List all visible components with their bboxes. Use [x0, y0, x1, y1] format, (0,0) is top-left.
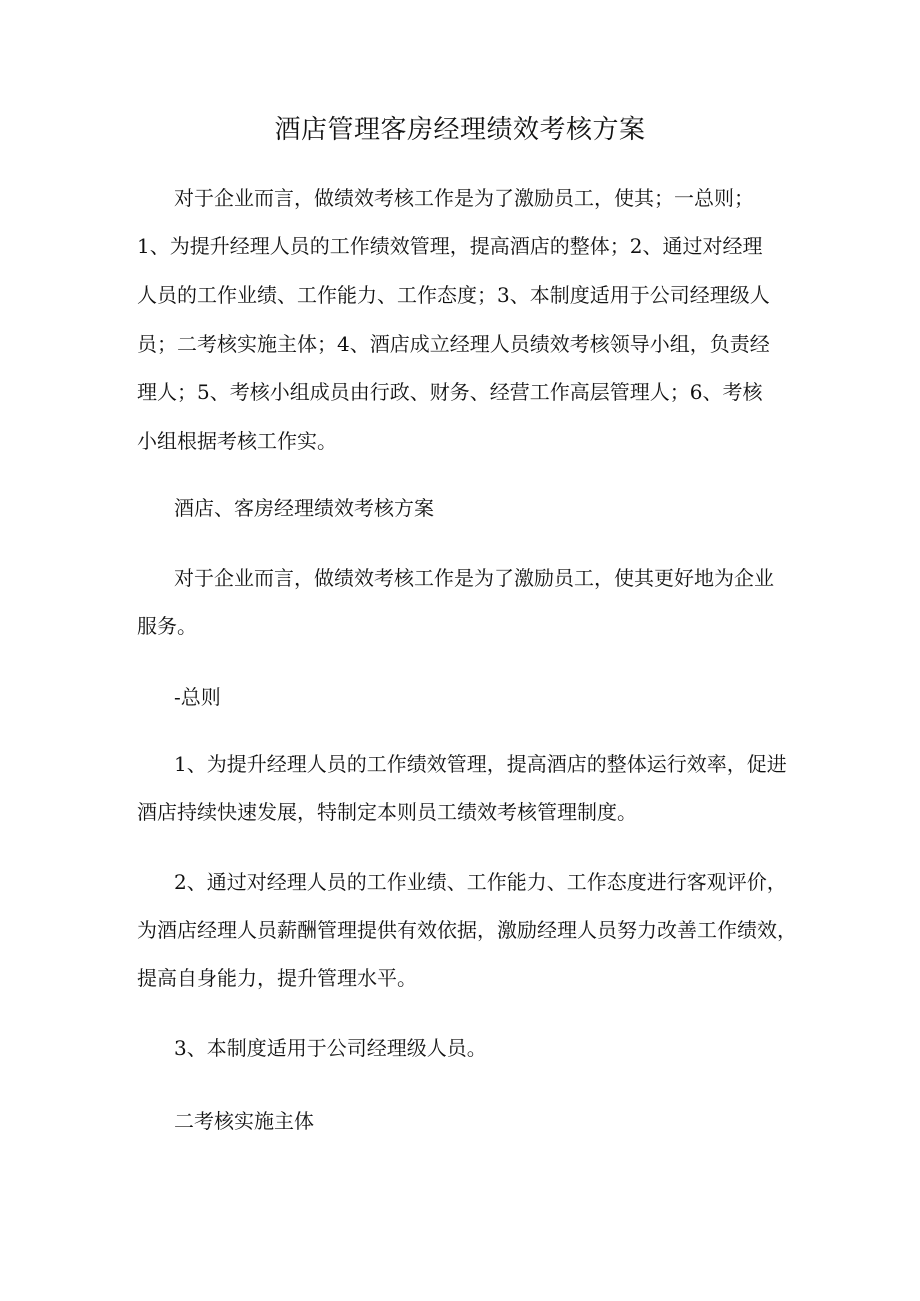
summary-line-2: 1、为提升经理人员的工作绩效管理，提高酒店的整体；2、通过对经理: [137, 234, 763, 258]
summary-line-6: 小组根据考核工作实。: [137, 429, 337, 453]
intro-line-1: 对于企业而言，做绩效考核工作是为了激励员工，使其更好地为企业: [174, 566, 774, 590]
document-title: 酒店管理客房经理绩效考核方案: [274, 115, 646, 145]
clause-3-line: 3、本制度适用于公司经理级人员。: [174, 1036, 487, 1060]
clause-2-line-2: 为酒店经理人员薪酬管理提供有效依据，激励经理人员努力改善工作绩效，: [137, 918, 797, 942]
summary-line-4: 员；二考核实施主体；4、酒店成立经理人员绩效考核领导小组，负责经: [137, 332, 770, 356]
summary-line-3: 人员的工作业绩、工作能力、工作态度；3、本制度适用于公司经理级人: [137, 283, 770, 307]
document-subtitle: 酒店、客房经理绩效考核方案: [174, 496, 434, 520]
section-subject-heading: 二考核实施主体: [174, 1109, 314, 1133]
summary-line-1: 对于企业而言，做绩效考核工作是为了激励员工，使其；一总则；: [174, 186, 754, 210]
clause-2-line-1: 2、通过对经理人员的工作业绩、工作能力、工作态度进行客观评价，: [174, 870, 787, 894]
clause-2-line-3: 提高自身能力，提升管理水平。: [137, 966, 417, 990]
intro-line-2: 服务。: [137, 614, 197, 638]
clause-1-line-1: 1、为提升经理人员的工作绩效管理，提高酒店的整体运行效率，促进: [174, 752, 787, 776]
section-general-heading: -总则: [174, 685, 221, 709]
summary-line-5: 理人；5、考核小组成员由行政、财务、经营工作高层管理人；6、考核: [137, 380, 763, 404]
clause-1-line-2: 酒店持续快速发展，特制定本则员工绩效考核管理制度。: [137, 800, 637, 824]
